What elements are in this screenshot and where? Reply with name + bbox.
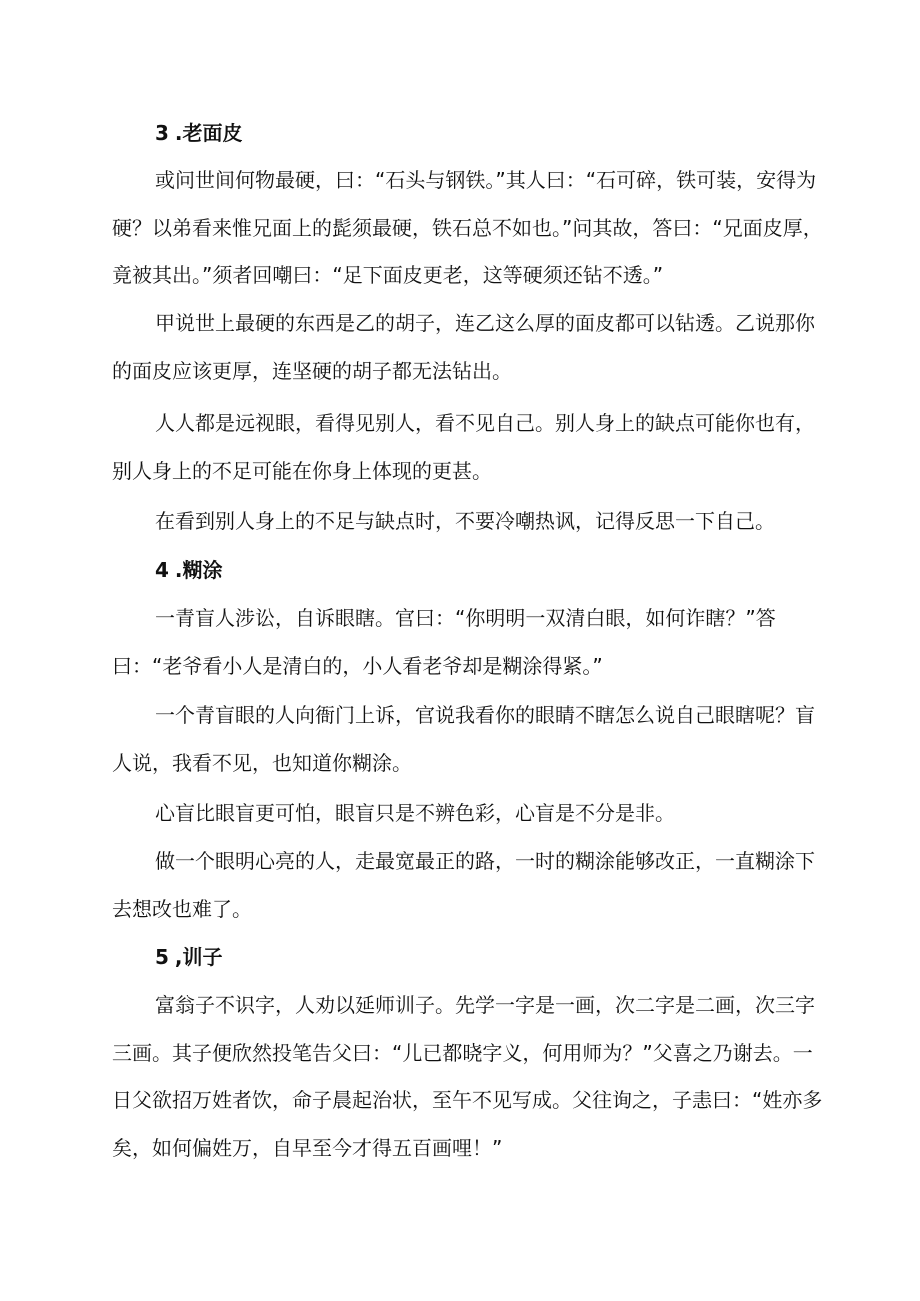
section-number: 5 [155,945,169,969]
paragraph: 人人都是远视眼，看得见别人，看不见自己。别人身上的缺点可能你也有，别人身上的不足可能在你身上体现的更甚。 [112,411,815,483]
section-heading-4 [155,556,223,584]
paragraph: 甲说世上最硬的东西是乙的胡子，连乙这么厚的面皮都可以钻透。乙说那你的面皮应该更厚，连坚硬的胡子都无法钻出。 [112,311,815,383]
paragraph: 在看到别人身上的不足与缺点时，不要冷嘲热讽，记得反思一下自己。 [155,509,775,533]
section-heading-5 [155,943,223,971]
paragraph: 一青盲人涉讼，自诉眼瞎。官曰：“你明明一双清白眼，如何诈瞎？”答曰：“老爷看小人是清白的，小人看老爷却是糊涂得紧。” [112,606,776,678]
paragraph: 或问世间何物最硬，曰：“石头与钢铁。”其人曰：“石可碎，铁可装，安得为硬？以弟看来惟兄面上的髭须最硬，铁石总不如也。”问其故，答曰：“兄面皮厚，竟被其出。”须者回嘲曰：“足下面皮更老，这等硬须还钻不透。” [112,168,823,287]
section-number: 3 [155,121,169,145]
paragraph: 做一个眼明心亮的人，走最宽最正的路，一时的糊涂能够改正，一直糊涂下去想改也难了。 [112,849,815,921]
section-title: .老面皮 [174,121,243,145]
section-number: 4 [155,558,169,582]
paragraph: 心盲比眼盲更可怕，眼盲只是不辨色彩，心盲是不分是非。 [155,801,675,825]
section-title: .糊涂 [174,558,223,582]
section-title: ,训子 [174,945,223,969]
paragraph: 一个青盲眼的人向衙门上诉，官说我看你的眼睛不瞎怎么说自己眼瞎呢？盲人说，我看不见，也知道你糊涂。 [112,703,815,775]
section-heading-3 [155,119,243,147]
paragraph: 富翁子不识字，人劝以延师训子。先学一字是一画，次二字是二画，次三字三画。其子便欣然投笔告父曰：“儿已都晓字义，何用师为？”父喜之乃谢去。一日父欲招万姓者饮，命子晨起治状，至午不见写成。父往询之，子恚曰：“姓亦多矣，如何偏姓万，自早至今才得五百画哩！” [112,993,823,1160]
